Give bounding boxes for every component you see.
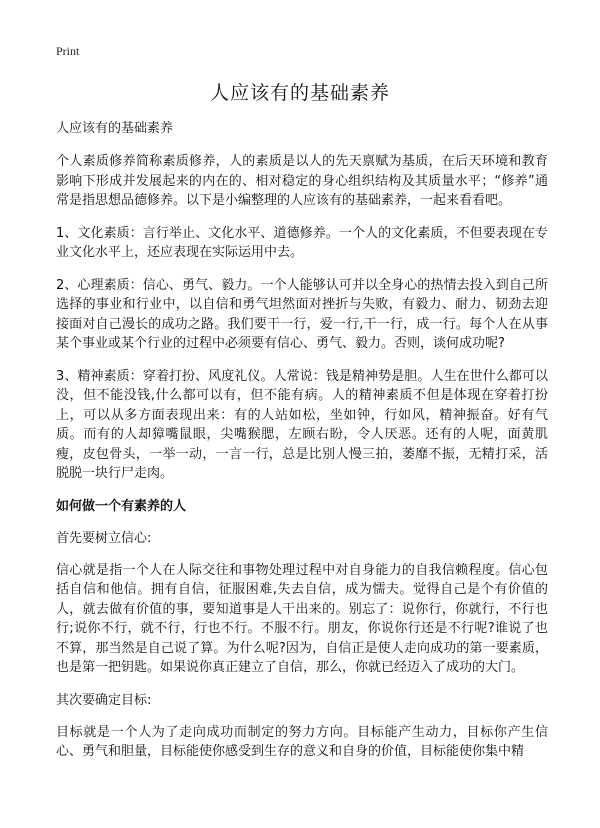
article-subtitle: 人应该有的基础素养 (56, 121, 174, 136)
intro-paragraph: 个人素质修养简称素质修养，人的素质是以人的先天禀赋为基质，在后天环境和教育影响下形成并发展起来的内在的、相对稳定的身心组织结构及其质量水平；“修养”通常是指思想品德修养。以下是小编整理的人应该有的基础素养，一起来看看吧。 (56, 154, 548, 208)
culture-quality-paragraph: 1、文化素质：言行举止、文化水平、道德修养。一个人的文化素质，不但要表现在专业文化水平上，还应表现在实际运用中去。 (56, 225, 548, 260)
section-heading: 如何做一个有素养的人 (56, 498, 187, 514)
psychological-quality-paragraph: 2、心理素质：信心、勇气、毅力。一个人能够认可并以全身心的热情去投入到自己所选择的事业和行业中，以自信和勇气坦然面对挫折与失败，有毅力、耐力、韧劲去迎接面对自己漫长的成功之路。我们要干一行，爱一行,干一行，成一行。每个人在从事某个事业或某个行业的过程中必须要有信心、勇气、毅力。否则，谈何成功呢? (56, 277, 548, 351)
step-1-label: 首先要树立信心: (56, 530, 152, 546)
goal-paragraph: 目标就是一个人为了走向成功而制定的努力方向。目标能产生动力，目标你产生信心、勇气和胆量，目标能使你感受到生存的意义和自身的价值，目标能使你集中精 (56, 724, 548, 759)
spiritual-quality-paragraph: 3、精神素质：穿着打扮、风度礼仪。人常说：钱是精神势是胆。人生在世什么都可以没，但不能没钱,什么都可以有，但不能有病。人的精神素质不但是体现在穿着打扮上，可以从多方面表现出来：有的人站如松，坐如钟，行如风，精神振奋。好有气质。而有的人却獐嘴鼠眼，尖嘴猴腮，左顾右盼，令人厌恶。还有的人呢，面黄肌瘦，皮包骨头，一举一动，一言一行，总是比别人慢三拍，萎靡不振，无精打采，活脱脱一块行尸走肉。 (56, 368, 548, 481)
article-body (56, 120, 548, 775)
print-label[interactable]: Print (56, 44, 80, 58)
page-title: 人应该有的基础素养 (209, 82, 390, 104)
step-2-label: 其次要确定目标: (56, 692, 152, 708)
confidence-paragraph: 信心就是指一个人在人际交往和事物处理过程中对自身能力的自我信赖程度。信心包括自信和他信。拥有自信，征服困难,失去自信，成为懦夫。觉得自己是个有价值的人，就去做有价值的事，要知道事是人干出来的。别忘了：说你行，你就行，不行也行;说你不行，就不行，行也不行。不服不行。朋友，你说你行还是不行呢?谁说了也不算，那当然是自己说了算。为什么呢?因为，自信正是使人走向成功的第一要素质，也是第一把钥匙。如果说你真正建立了自信，那么，你就已经迈入了成功的大门。 (56, 562, 548, 675)
